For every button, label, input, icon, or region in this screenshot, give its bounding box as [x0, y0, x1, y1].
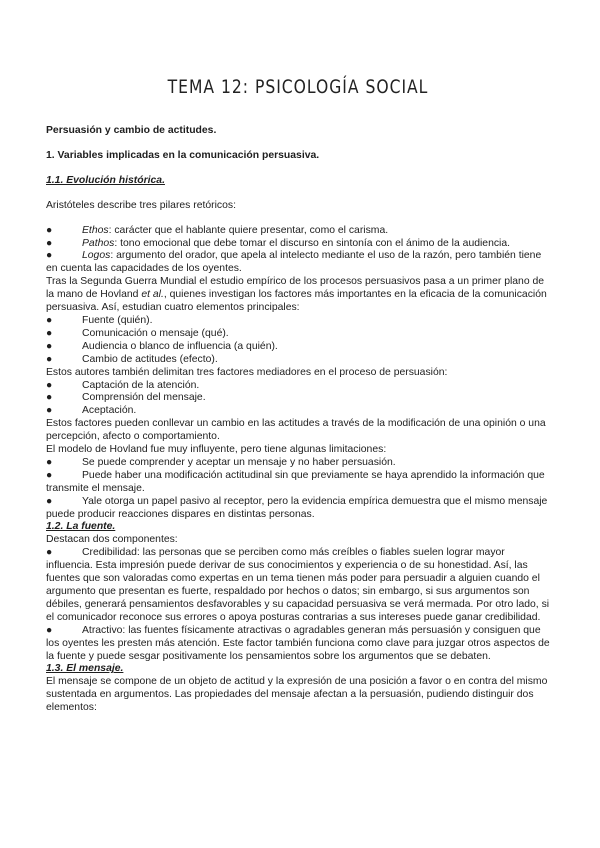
- list-item-credibilidad: [46, 547, 550, 560]
- fuente-intro: Destacan dos componentes:: [46, 534, 178, 546]
- list-item: [46, 470, 550, 496]
- bullet-icon: ●: [46, 327, 53, 339]
- bullet-icon: ●: [46, 495, 53, 507]
- list-item-ethos: [46, 225, 550, 238]
- term-ethos: Ethos: [82, 224, 109, 236]
- bullet-icon: ●: [46, 340, 53, 352]
- term-pathos: Pathos: [82, 237, 115, 249]
- list-item-text: Yale otorga un papel pasivo al receptor, pero la evidencia empírica demuestra que el mismo mensaje puede producir reacciones dispares en distintas personas.: [46, 495, 548, 520]
- list-item-text: Audiencia o blanco de influencia (a quién).: [82, 340, 278, 352]
- bullet-icon: ●: [46, 379, 53, 391]
- ethos-text: : carácter que el hablante quiere presentar, como el carisma.: [108, 224, 389, 236]
- bullet-icon: ●: [46, 547, 53, 559]
- list-item-text: Fuente (quién).: [82, 314, 153, 326]
- list-item-text: Se puede comprender y aceptar un mensaje y no haber persuasión.: [82, 456, 396, 468]
- hovland-post: , quienes investigan los factores más importantes en la eficacia de la comunicación persuasiva. Así, estudian cuatro elementos principales:: [46, 289, 547, 314]
- limits-intro: El modelo de Hovland fue muy influyente, pero tiene algunas limitaciones:: [46, 444, 387, 456]
- list-item: [46, 380, 550, 393]
- list-item-pathos: [46, 238, 550, 251]
- bullet-icon: ●: [46, 224, 53, 236]
- list-item-text: Comprensión del mensaje.: [82, 392, 206, 404]
- bullet-icon: ●: [46, 353, 53, 365]
- aristoteles-intro: Aristóteles describe tres pilares retóricos:: [46, 199, 236, 211]
- list-item: [46, 328, 550, 341]
- subsection-title: 1. Variables implicadas en la comunicación persuasiva.: [46, 149, 320, 161]
- bullet-icon: ●: [46, 469, 53, 481]
- list-item: [46, 457, 550, 470]
- heading-1-1: 1.1. Evolución histórica.: [46, 174, 165, 186]
- factors-paragraph: Estos factores pueden conllevar un cambio en las actitudes a través de la modificación de una opinión o una percepción, afecto o comportamiento.: [46, 418, 546, 443]
- bullet-icon: ●: [46, 314, 53, 326]
- list-item: [46, 405, 550, 418]
- heading-1-2: 1.2. La fuente.: [46, 521, 116, 533]
- list-item-text: Puede haber una modificación actitudinal sin que previamente se haya aprendido la información que transmite el mensaje.: [46, 469, 545, 494]
- logos-text: : argumento del orador, que apela al intelecto mediante el uso de la razón, pero también tiene en cuenta las capacidades de los oyentes.: [46, 250, 542, 275]
- list-item: [46, 496, 550, 522]
- term-logos: Logos: [82, 250, 111, 262]
- bullet-icon: ●: [46, 237, 53, 249]
- list-item: [46, 392, 550, 405]
- bullet-icon: ●: [46, 392, 53, 404]
- list-item-text: Captación de la atención.: [82, 379, 200, 391]
- document-body: [46, 125, 550, 715]
- atractivo-text: Atractivo: las fuentes físicamente atractivas o agradables generan más persuasión y consiguen que los oyentes les presten más atención. Este factor también funciona como clave para juzgar otros aspectos de la fuente y puede sesgar positivamente los pensamientos sobre los argumentos que se debaten.: [46, 624, 550, 662]
- hovland-pre: Tras la Segunda Guerra Mundial el estudio empírico de los procesos persuasivos pasa a un primer plano de la mano de Hovland: [46, 276, 545, 301]
- hovland-paragraph: [46, 276, 550, 315]
- list-item: [46, 341, 550, 354]
- list-item: [46, 315, 550, 328]
- credibilidad-first: Credibilidad: las personas que se perciben como más creíbles o fiables suelen lograr mayor: [82, 547, 505, 559]
- mediators-intro: Estos autores también delimitan tres factores mediadores en el proceso de persuasión:: [46, 366, 448, 378]
- bullet-icon: ●: [46, 405, 53, 417]
- mensaje-paragraph: El mensaje se compone de un objeto de actitud y la expresión de una posición a favor o en contra del mismo sustentada en argumentos. Las propiedades del mensaje afectan a la persuasión, pudiendo distinguir dos elementos:: [46, 676, 548, 714]
- bullet-icon: ●: [46, 624, 53, 636]
- list-item: [46, 354, 550, 367]
- bullet-icon: ●: [46, 456, 53, 468]
- list-item-text: Aceptación.: [82, 405, 137, 417]
- hovland-etal: et al.: [141, 289, 164, 301]
- list-item-text: Cambio de actitudes (efecto).: [82, 353, 218, 365]
- list-item-text: Comunicación o mensaje (qué).: [82, 327, 229, 339]
- list-item-atractivo: [46, 625, 550, 664]
- page-title: TEMA 12: PSICOLOGÍA SOCIAL: [167, 76, 429, 98]
- bullet-icon: ●: [46, 250, 53, 262]
- credibilidad-rest: influencia. Esta impresión puede derivar de sus conocimientos y experiencia o de su honestidad. Así, las fuentes que son valoradas como expertas en un tema tienen más poder para persuadir a alguien cuando el argumento que presentan es fuerte, respaldado por hechos o datos; sin embargo, si sus argumentos son débiles, generará pensamientos desfavorables y su capacidad persuasiva se verá mermada. Por otro lado, si el comunicador reconoce sus errores o apoya posturas contrarias a sus intereses puede ganar credibilidad.: [46, 560, 550, 623]
- list-item-logos: [46, 250, 550, 276]
- section-title: Persuasión y cambio de actitudes.: [46, 125, 217, 136]
- pathos-text: : tono emocional que debe tomar el discurso en sintonía con el ánimo de la audiencia.: [114, 237, 511, 249]
- heading-1-3: 1.3. El mensaje.: [46, 663, 124, 675]
